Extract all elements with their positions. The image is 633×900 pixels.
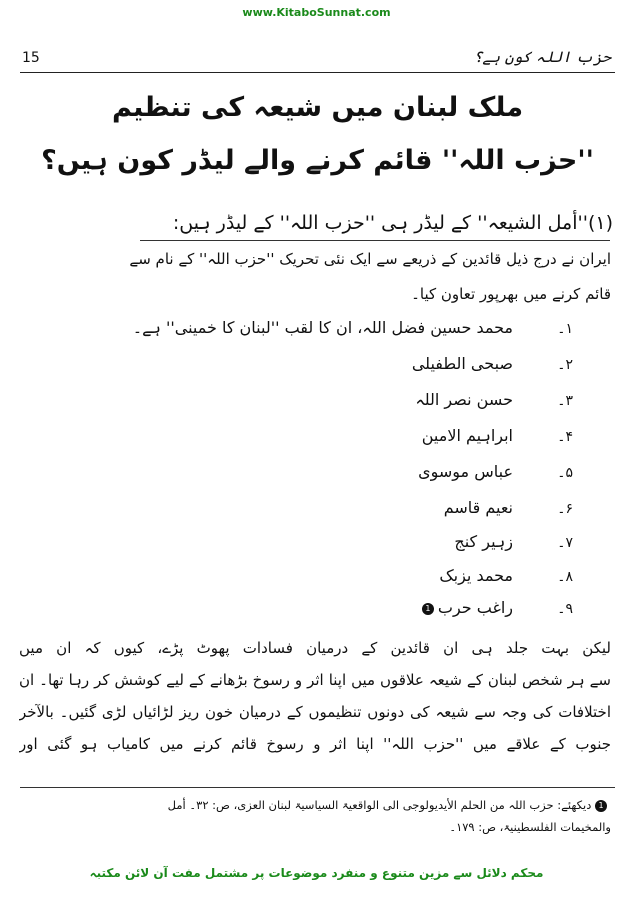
leader-item (454, 532, 573, 558)
leader-number: ۳۔ (557, 393, 573, 409)
leader-name: صبحی الطفیلی (411, 354, 513, 373)
footnote-marker[interactable]: 1 (422, 603, 434, 615)
leader-number: ۱۔ (557, 321, 573, 337)
section-heading: (۱)''أمل الشیعہ'' کے لیڈر ہی ''حزب اللہ'' کے لیڈر ہیں: (172, 212, 613, 234)
intro-line-1: ایران نے درج ذیل قائدین کے ذریعے سے ایک نئی تحریک ''حزب اللہ'' کے نام سے (129, 250, 611, 268)
page-title-line-2: ''حزب اللہ'' قائم کرنے والے لیڈر کون ہیں؟ (41, 145, 594, 176)
header-rule (20, 72, 615, 73)
leader-name: راغب حرب (437, 598, 513, 617)
leader-name: عباس موسوی (418, 462, 513, 481)
section-underline (140, 240, 610, 241)
site-url[interactable]: www.KitaboSunnat.com (242, 6, 391, 19)
footnote-rule (20, 787, 615, 788)
leader-number: ۵۔ (557, 465, 573, 481)
running-title: حزب اللہ کون ہے؟ (473, 48, 611, 66)
body-line: جنوب کے علاقے میں ''حزب اللہ'' اپنا اثر و رسوخ قائم کرنے میں کامیاب ہو گئی اور (19, 735, 611, 753)
leader-name: حسن نصر اللہ (415, 390, 513, 409)
footnote-line: والمخیمات الفلسطینیۃ، ص: ۱۷۹۔ (449, 820, 611, 834)
footer-note[interactable]: محکم دلائل سے مزین متنوع و منفرد موضوعات پر مشتمل مفت آن لائن مکتبہ (89, 866, 544, 880)
footnote-line: 1 دیکھئے: حزب اللہ من الحلم الأیدیولوجی الی الواقعیۃ السیاسیۃ لبنان العزی، ص: ۳۲۔ أمل (19, 794, 611, 816)
leader-number: ۹۔ (557, 601, 573, 617)
leader-name: زہیر کنج (454, 532, 513, 551)
leader-item (412, 354, 573, 380)
leader-item (418, 462, 573, 488)
footnote (19, 794, 611, 838)
leader-name: محمد یزبک (439, 566, 513, 585)
leader-item (415, 390, 573, 416)
leader-name: نعیم قاسم (443, 498, 513, 517)
leader-number: ۴۔ (557, 429, 573, 445)
leader-number: ۲۔ (557, 357, 573, 373)
leader-item (422, 426, 573, 452)
leader-number: ۷۔ (557, 535, 573, 551)
page-number: 15 (22, 50, 40, 66)
page-title-line-1: ملک لبنان میں شیعہ کی تنظیم (111, 92, 524, 123)
body-line: سے ہر شخص لبنان کے شیعہ علاقوں میں اپنا اثر و رسوخ بڑھانے کے لیے کوشش کر رہا تھا۔ ان (19, 671, 611, 689)
leader-item (439, 566, 573, 592)
body-line: لیکن بہت جلد ہی ان قائدین کے درمیان فسادات پھوٹ پڑے، کیوں کہ ان میں (19, 639, 611, 657)
leader-name: ابراہیم الامین (421, 426, 513, 445)
leader-number: ۸۔ (557, 569, 573, 585)
footnote-marker: 1 (595, 800, 607, 812)
leader-item (422, 598, 573, 624)
leader-name: محمد حسین فضل اللہ، ان کا لقب ''لبنان کا خمینی'' ہے۔ (132, 318, 513, 337)
body-line: اختلافات کی وجہ سے شیعہ کی دونوں تنظیموں کے درمیان خون ریز لڑائیاں لڑی گئیں۔ بالآخر (19, 703, 611, 721)
body-paragraph (19, 632, 611, 760)
leader-item (444, 498, 573, 524)
leader-number: ۶۔ (557, 501, 573, 517)
intro-line-2: قائم کرنے میں بھرپور تعاون کیا۔ (411, 285, 611, 303)
leader-item (133, 318, 573, 344)
